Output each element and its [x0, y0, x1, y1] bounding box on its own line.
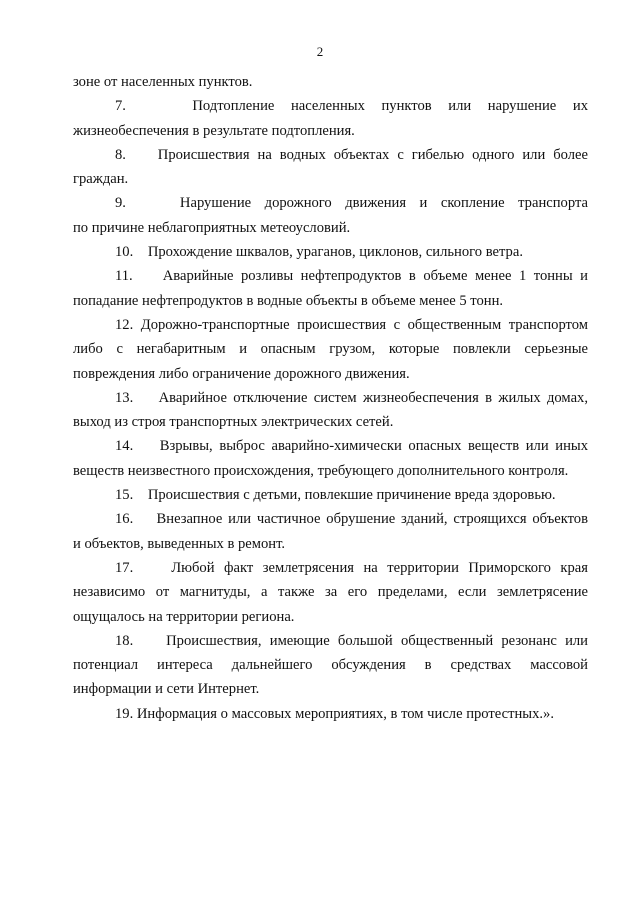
paragraph-line: 13. Аварийное отключение систем жизнеобеспечения в жилых домах, [115, 389, 588, 406]
paragraph-line: жизнеобеспечения в результате подтопления. [73, 122, 355, 139]
paragraph-line: 16. Внезапное или частичное обрушение зданий, строящихся объектов [115, 511, 588, 528]
paragraph-line: 12. Дорожно-транспортные происшествия с общественным транспортом [115, 316, 588, 333]
paragraph-line: 19. Информация о массовых мероприятиях, в том числе протестных.». [115, 705, 554, 722]
paragraph [73, 191, 588, 240]
paragraph-line: 11. Аварийные розливы нефтепродуктов в объеме менее 1 тонны и [115, 268, 588, 285]
paragraph-line: ощущалось на территории региона. [73, 608, 295, 625]
paragraph-line: 17. Любой факт землетрясения на территории Приморского края [115, 559, 588, 576]
paragraph-line: 9. Нарушение дорожного движения и скопление транспорта [115, 195, 588, 212]
paragraph [73, 386, 588, 435]
paragraph [73, 264, 588, 313]
paragraph-line: по причине неблагоприятных метеоусловий. [73, 219, 351, 236]
paragraph-line: выход из строя транспортных электрических сетей. [73, 414, 394, 431]
paragraph [73, 507, 588, 556]
paragraph [73, 556, 588, 629]
paragraph [73, 434, 588, 483]
paragraph [73, 483, 588, 507]
paragraph [73, 240, 588, 264]
paragraph [73, 629, 588, 702]
document-body [73, 70, 588, 726]
paragraph [73, 702, 588, 726]
paragraph-line: 7. Подтопление населенных пунктов или нарушение их [115, 98, 588, 115]
paragraph-line: 15. Происшествия с детьми, повлекшие причинение вреда здоровью. [115, 487, 556, 504]
paragraph-line: информации и сети Интернет. [73, 681, 260, 698]
paragraph [73, 94, 588, 143]
paragraph-line: и объектов, выведенных в ремонт. [73, 535, 286, 552]
paragraph-line: 18. Происшествия, имеющие большой общественный резонанс или [115, 632, 588, 649]
paragraph-line: граждан. [73, 171, 129, 188]
paragraph [73, 143, 588, 192]
paragraph [73, 70, 588, 94]
paragraph-line: потенциал интереса дальнейшего обсуждения в средствах массовой [73, 657, 588, 674]
page-number: 2 [316, 44, 324, 59]
paragraph-line: 14. Взрывы, выброс аварийно-химически опасных веществ или иных [115, 438, 588, 455]
paragraph [73, 313, 588, 386]
paragraph-line: 8. Происшествия на водных объектах с гибелью одного или более [115, 146, 588, 163]
paragraph-line: повреждения либо ограничение дорожного движения. [73, 365, 410, 382]
paragraph-line: зоне от населенных пунктов. [73, 74, 253, 90]
paragraph-line: веществ неизвестного происхождения, требующего дополнительного контроля. [73, 462, 569, 479]
paragraph-line: либо с негабаритным и опасным грузом, которые повлекли серьезные [73, 341, 588, 358]
paragraph-line: независимо от магнитуды, а также за его пределами, если землетрясение [73, 584, 588, 601]
paragraph-line: 10. Прохождение шквалов, ураганов, циклонов, сильного ветра. [115, 244, 523, 261]
paragraph-line: попадание нефтепродуктов в водные объекты в объеме менее 5 тонн. [73, 292, 504, 309]
